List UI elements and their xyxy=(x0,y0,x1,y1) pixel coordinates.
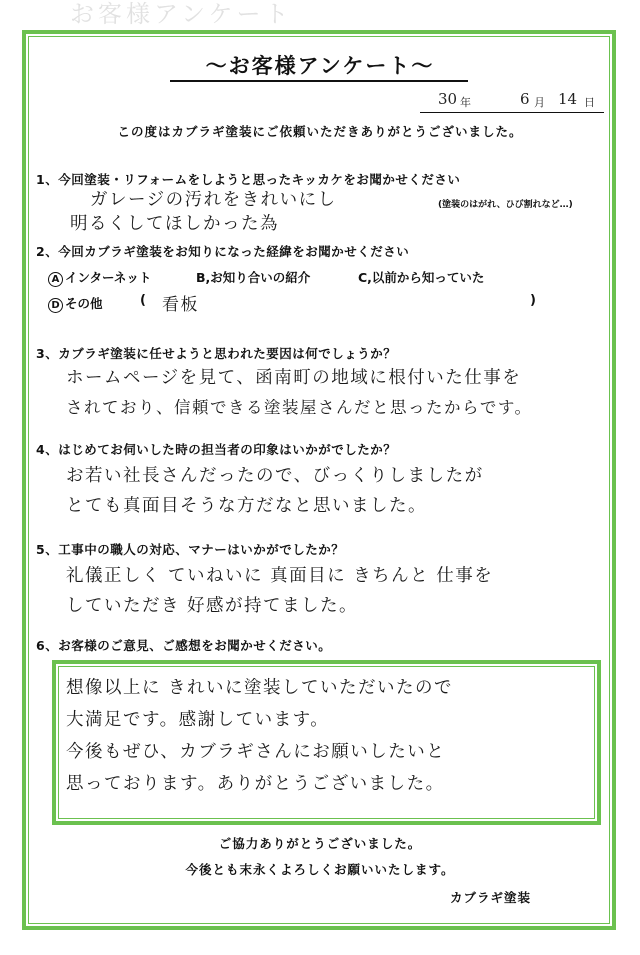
option-b: B,お知り合いの紹介 xyxy=(196,270,311,285)
closing-line-2: 今後とも末永くよろしくお願いいたします。 xyxy=(185,862,455,877)
option-a-label: インターネット xyxy=(65,270,152,285)
other-close-paren: ) xyxy=(530,293,536,308)
question-1-note: (塗装のはがれ、ひび割れなど…) xyxy=(438,200,573,210)
survey-date xyxy=(420,88,604,113)
bleed-through-text: お客様アンケート xyxy=(70,0,293,28)
date-year: 30 xyxy=(438,90,458,108)
company-name: カブラギ塗装 xyxy=(450,890,532,905)
question-3: 3、カブラギ塗装に任せようと思われた要因は何でしょうか？ xyxy=(36,346,397,361)
option-d xyxy=(48,294,103,313)
answer-4-line-2: とても真面目そうな方だなと思いました。 xyxy=(66,496,427,516)
date-year-unit: 年 xyxy=(460,96,471,109)
option-d-label: その他 xyxy=(65,296,103,311)
date-month-unit: 月 xyxy=(534,96,545,109)
option-d-circle: D xyxy=(48,298,63,313)
answer-1-line-1: ガレージの汚れをきれいにし xyxy=(90,190,337,210)
date-day-unit: 日 xyxy=(584,96,595,109)
question-2: 2、今回カブラギ塗装をお知りになった経緯をお聞かせください xyxy=(36,244,410,259)
option-a xyxy=(48,268,151,287)
answer-6-line-1: 想像以上に きれいに塗装していただいたので xyxy=(66,678,454,698)
page-title: ～お客様アンケート～ xyxy=(205,54,435,78)
answer-3-line-2: されており、信頼できる塗装屋さんだと思ったからです。 xyxy=(66,398,533,417)
option-c: C,以前から知っていた xyxy=(358,270,485,285)
answer-6-line-3: 今後もぜひ、カブラギさんにお願いしたいと xyxy=(66,742,446,762)
question-5: 5、工事中の職人の対応、マナーはいかがでしたか？ xyxy=(36,542,345,557)
date-day: 14 xyxy=(558,90,578,108)
question-1: 1、今回塗装・リフォームをしようと思ったキッカケをお聞かせください xyxy=(36,172,461,187)
answer-5-line-2: していただき 好感が持てました。 xyxy=(66,596,359,616)
other-answer: 看板 xyxy=(162,295,199,315)
question-6: 6、お客様のご意見、ご感想をお聞かせください。 xyxy=(36,638,332,653)
title-underline xyxy=(170,80,468,82)
answer-5-line-1: 礼儀正しく ていねいに 真面目に きちんと 仕事を xyxy=(66,566,494,586)
answer-4-line-1: お若い社長さんだったので、びっくりしましたが xyxy=(66,466,484,486)
other-open-paren: ( xyxy=(140,293,146,308)
intro-text: この度はカブラギ塗装にご依頼いただきありがとうございました。 xyxy=(117,124,523,139)
closing-line-1: ご協力ありがとうございました。 xyxy=(218,836,422,851)
answer-3-line-1: ホームページを見て、函南町の地域に根付いた仕事を xyxy=(66,368,522,388)
answer-6-line-2: 大満足です。感謝しています。 xyxy=(66,710,330,730)
question-4: 4、はじめてお伺いした時の担当者の印象はいかがでしたか？ xyxy=(36,442,397,457)
date-month: 6 xyxy=(520,90,530,108)
answer-1-line-2: 明るくしてほしかった為 xyxy=(70,214,279,234)
option-a-circle: A xyxy=(48,272,63,287)
answer-6-line-4: 思っております。ありがとうございました。 xyxy=(66,774,445,794)
